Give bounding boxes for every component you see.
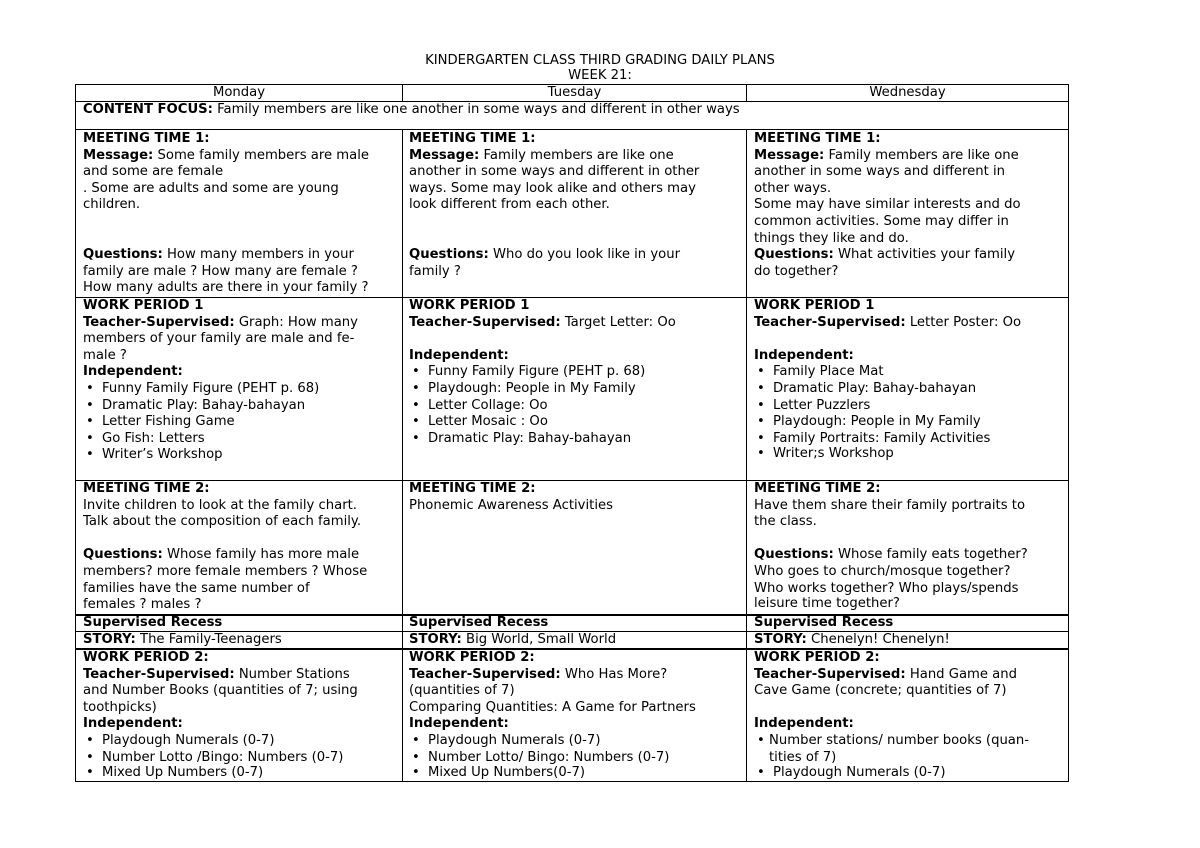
day-header-tuesday: Tuesday <box>547 85 602 100</box>
list-item: • Funny Family Figure (PEHT p. 68) <box>409 364 743 381</box>
independent-label: Independent: <box>409 716 509 732</box>
meeting2-label: MEETING TIME 2: <box>83 481 210 496</box>
meeting1-monday <box>83 131 399 297</box>
list-item: • Family Portraits: Family Activities <box>754 431 1064 448</box>
meeting2-tuesday <box>409 481 743 514</box>
content-focus-label: CONTENT FOCUS: <box>83 102 213 117</box>
list-item: • Mixed Up Numbers (0-7) <box>83 766 399 780</box>
meeting2-label: MEETING TIME 2: <box>409 481 536 496</box>
work2-wednesday <box>754 650 1064 780</box>
message-label: Message: <box>754 147 825 163</box>
teacher-supervised-text: Cave Game (concrete; quantities of 7) <box>754 683 1007 699</box>
message-text: ways. Some may look alike and others may <box>409 180 696 196</box>
work2-monday <box>83 650 399 780</box>
list-item: • Playdough Numerals (0-7) <box>83 733 399 750</box>
content-focus <box>83 102 1053 119</box>
teacher-supervised-label: Teacher-Supervised: <box>754 666 906 682</box>
message-text: another in some ways and different in other <box>409 164 700 180</box>
meeting2-wednesday <box>754 481 1064 610</box>
independent-label: Independent: <box>409 347 509 363</box>
day-header-monday: Monday <box>212 85 266 100</box>
work1-label: WORK PERIOD 1 <box>83 298 204 313</box>
list-item: • Number Lotto/ Bingo: Numbers (0-7) <box>409 750 743 767</box>
work2-label: WORK PERIOD 2: <box>83 650 209 665</box>
list-item: • Dramatic Play: Bahay-bahayan <box>83 398 399 415</box>
teacher-supervised-label: Teacher-Supervised: <box>754 314 906 330</box>
list-item: • Playdough Numerals (0-7) <box>754 766 1064 780</box>
teacher-supervised-text: Graph: How many <box>234 314 358 330</box>
question-text: families have the same number of <box>83 580 310 596</box>
question-text: How many members in your <box>162 246 354 262</box>
teacher-supervised-text: male ? <box>83 347 127 363</box>
list-item: • Writer’s Workshop <box>83 447 399 464</box>
message-text: . Some are adults and some are young <box>83 180 339 196</box>
work1-wednesday <box>754 298 1064 460</box>
message-text: common activities. Some may differ in <box>754 213 1009 229</box>
column-divider <box>746 129 747 782</box>
activity-list <box>754 364 1064 460</box>
question-text: Who works together? Who plays/spends <box>754 580 1019 596</box>
message-text: another in some ways and different in <box>754 164 1006 180</box>
question-text: do together? <box>754 263 839 279</box>
teacher-supervised-label: Teacher-Supervised: <box>409 314 561 330</box>
question-text: members? more female members ? Whose <box>83 563 368 579</box>
work2-label: WORK PERIOD 2: <box>409 650 535 665</box>
list-item-text: tities of 7) <box>769 749 837 765</box>
message-text: Some family members are male <box>153 147 370 163</box>
story-label: STORY: <box>409 632 462 647</box>
meeting1-label: MEETING TIME 1: <box>83 131 210 146</box>
question-text: leisure time together? <box>754 596 900 611</box>
recess-tuesday: Supervised Recess <box>409 615 549 630</box>
questions-label: Questions: <box>83 246 163 262</box>
message-text: children. <box>83 197 141 213</box>
activity-list <box>754 733 1064 780</box>
message-label: Message: <box>83 147 154 163</box>
question-text: What activities your family <box>833 247 1016 263</box>
questions-label: Questions: <box>754 247 834 263</box>
work1-tuesday <box>409 298 743 447</box>
independent-label: Independent: <box>83 716 183 732</box>
question-text: Whose family eats together? <box>833 547 1028 563</box>
teacher-supervised-text: toothpicks) <box>83 699 157 715</box>
work1-label: WORK PERIOD 1 <box>754 298 875 313</box>
story-title: Big World, Small World <box>461 632 617 647</box>
meeting1-label: MEETING TIME 1: <box>754 131 881 146</box>
work1-monday <box>83 298 399 464</box>
meeting2-monday <box>83 481 399 614</box>
work2-label: WORK PERIOD 2: <box>754 650 880 665</box>
table-border-left <box>75 84 76 782</box>
list-item: • Dramatic Play: Bahay-bahayan <box>754 381 1064 398</box>
list-item <box>754 733 1064 766</box>
list-item: • Writer;s Workshop <box>754 447 1064 460</box>
work2-tuesday <box>409 650 743 780</box>
teacher-supervised-text: (quantities of 7) <box>409 683 515 699</box>
questions-label: Questions: <box>409 246 489 262</box>
meeting2-label: MEETING TIME 2: <box>754 481 881 496</box>
list-item: • Letter Fishing Game <box>83 414 399 431</box>
independent-label: Independent: <box>754 347 854 363</box>
story-title: The Family-Teenagers <box>135 632 282 647</box>
story-label: STORY: <box>83 632 136 647</box>
teacher-supervised-text: Hand Game and <box>905 666 1017 682</box>
teacher-supervised-text: Target Letter: Oo <box>560 314 676 330</box>
teacher-supervised-text: Who Has More? <box>560 666 668 682</box>
question-text: Who do you look like in your <box>488 246 680 262</box>
meeting2-text: the class. <box>754 514 817 530</box>
meeting1-wednesday <box>754 131 1064 280</box>
teacher-supervised-text: Letter Poster: Oo <box>905 314 1022 330</box>
column-divider <box>402 129 403 782</box>
content-focus-text: Family members are like one another in some ways and different in other ways <box>212 102 740 117</box>
title: KINDERGARTEN CLASS THIRD GRADING DAILY PLANS <box>425 53 775 68</box>
teacher-supervised-text: members of your family are male and fe- <box>83 331 355 347</box>
list-item: • Letter Puzzlers <box>754 398 1064 415</box>
meeting2-text: Have them share their family portraits to <box>754 497 1026 513</box>
list-item: • Dramatic Play: Bahay-bahayan <box>409 431 743 448</box>
question-text: Whose family has more male <box>162 547 360 563</box>
questions-label: Questions: <box>754 547 834 563</box>
list-item: • Number Lotto /Bingo: Numbers (0-7) <box>83 750 399 767</box>
story-tuesday <box>409 632 743 649</box>
table-border-right <box>1068 84 1069 782</box>
question-text: family are male ? How many are female ? <box>83 263 358 279</box>
list-item: • Mixed Up Numbers(0-7) <box>409 766 743 780</box>
questions-label: Questions: <box>83 547 163 563</box>
teacher-supervised-label: Teacher-Supervised: <box>409 666 561 682</box>
list-item: • Playdough Numerals (0-7) <box>409 733 743 750</box>
message-text: other ways. <box>754 180 832 196</box>
activity-list <box>83 381 399 464</box>
meeting2-text: Talk about the composition of each family. <box>83 514 362 530</box>
activity-list <box>409 364 743 447</box>
work1-label: WORK PERIOD 1 <box>409 298 530 313</box>
list-item-text: Number stations/ number books (quan- <box>769 732 1029 748</box>
message-label: Message: <box>409 147 480 163</box>
story-wednesday <box>754 632 1064 649</box>
message-text: and some are female <box>83 164 224 180</box>
activity-list <box>83 733 399 780</box>
question-text: How many adults are there in your family ? <box>83 280 369 296</box>
message-text: Family members are like one <box>824 147 1019 163</box>
list-item: • Letter Mosaic : Oo <box>409 414 743 431</box>
list-item: • Family Place Mat <box>754 364 1064 381</box>
recess-monday: Supervised Recess <box>83 615 223 630</box>
meeting2-text: Phonemic Awareness Activities <box>409 497 613 513</box>
story-monday <box>83 632 399 649</box>
message-text: Family members are like one <box>479 147 674 163</box>
story-title: Chenelyn! Chenelyn! <box>806 632 950 647</box>
teacher-supervised-label: Teacher-Supervised: <box>83 666 235 682</box>
message-text: Some may have similar interests and do <box>754 197 1021 213</box>
list-item: • Letter Collage: Oo <box>409 398 743 415</box>
week-label: WEEK 21: <box>568 68 632 83</box>
recess-wednesday: Supervised Recess <box>754 615 894 630</box>
meeting2-text: Invite children to look at the family chart. <box>83 497 358 513</box>
question-text: Who goes to church/mosque together? <box>754 563 1011 579</box>
list-item: • Playdough: People in My Family <box>409 381 743 398</box>
teacher-supervised-text: Comparing Quantities: A Game for Partners <box>409 699 696 715</box>
list-item: • Funny Family Figure (PEHT p. 68) <box>83 381 399 398</box>
list-item: • Go Fish: Letters <box>83 431 399 448</box>
meeting1-tuesday <box>409 131 743 280</box>
teacher-supervised-text: and Number Books (quantities of 7; using <box>83 683 358 699</box>
day-header-wednesday: Wednesday <box>869 85 946 100</box>
story-label: STORY: <box>754 632 807 647</box>
row-divider <box>75 129 1069 130</box>
activity-list <box>409 733 743 780</box>
independent-label: Independent: <box>83 364 183 380</box>
teacher-supervised-label: Teacher-Supervised: <box>83 314 235 330</box>
list-item: • Playdough: People in My Family <box>754 414 1064 431</box>
message-text: things they like and do. <box>754 230 909 246</box>
question-text: family ? <box>409 263 461 279</box>
meeting1-label: MEETING TIME 1: <box>409 131 536 146</box>
message-text: look different from each other. <box>409 197 610 213</box>
teacher-supervised-text: Number Stations <box>234 666 350 682</box>
table-border-bottom <box>75 781 1069 782</box>
question-text: females ? males ? <box>83 597 202 613</box>
plan-table <box>75 84 1069 782</box>
independent-label: Independent: <box>754 716 854 732</box>
